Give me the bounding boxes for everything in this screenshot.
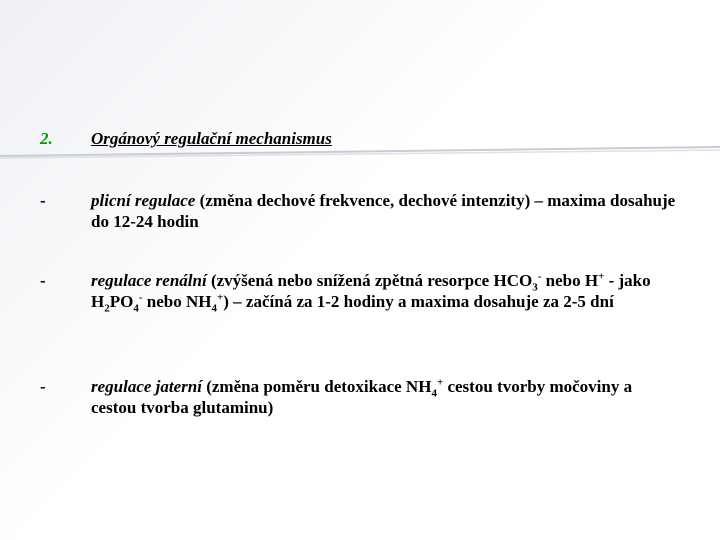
item-text: cestou tvorby močoviny a cestou tvorba glutaminu) bbox=[91, 377, 633, 417]
list-item-pulmonary bbox=[91, 190, 681, 232]
bullet-dash: - bbox=[40, 377, 46, 396]
heading-number: 2. bbox=[40, 129, 53, 148]
superscript: - bbox=[537, 270, 542, 283]
item-text: nebo H bbox=[541, 271, 599, 290]
list-item-renal bbox=[91, 270, 681, 315]
superscript: - bbox=[138, 291, 143, 304]
item-emphasis: plicní regulace bbox=[91, 191, 196, 210]
subscript: 3 bbox=[532, 281, 538, 294]
list-item-hepatic bbox=[91, 376, 681, 418]
heading-title-block bbox=[91, 128, 681, 149]
heading-title: Orgánový regulační mechanismus bbox=[91, 129, 332, 148]
item-text: (změna dechové frekvence, dechové intenzity) – maxima dosahuje do 12-24 hodin bbox=[91, 191, 676, 231]
subscript: 4 bbox=[133, 302, 139, 315]
item-emphasis: regulace jaterní bbox=[91, 377, 202, 396]
superscript: + bbox=[436, 376, 444, 389]
bullet-dash: - bbox=[40, 191, 46, 210]
item-text: PO bbox=[109, 292, 134, 311]
superscript: + bbox=[216, 291, 224, 304]
subscript: 2 bbox=[104, 302, 110, 315]
item-text: nebo NH bbox=[142, 292, 212, 311]
bullet-dash: - bbox=[40, 271, 46, 290]
item-text: - jako H bbox=[91, 271, 651, 311]
item-emphasis: regulace renální bbox=[91, 271, 207, 290]
subscript: 4 bbox=[211, 302, 217, 315]
item-text: (změna poměru detoxikace NH bbox=[201, 377, 432, 396]
item-text: ) – začíná za 1-2 hodiny a maxima dosahuje za 2-5 dní bbox=[223, 292, 614, 311]
item-text: (zvýšená nebo snížená zpětná resorpce HCO bbox=[206, 271, 533, 290]
subscript: 4 bbox=[431, 387, 437, 400]
superscript: + bbox=[598, 270, 605, 283]
